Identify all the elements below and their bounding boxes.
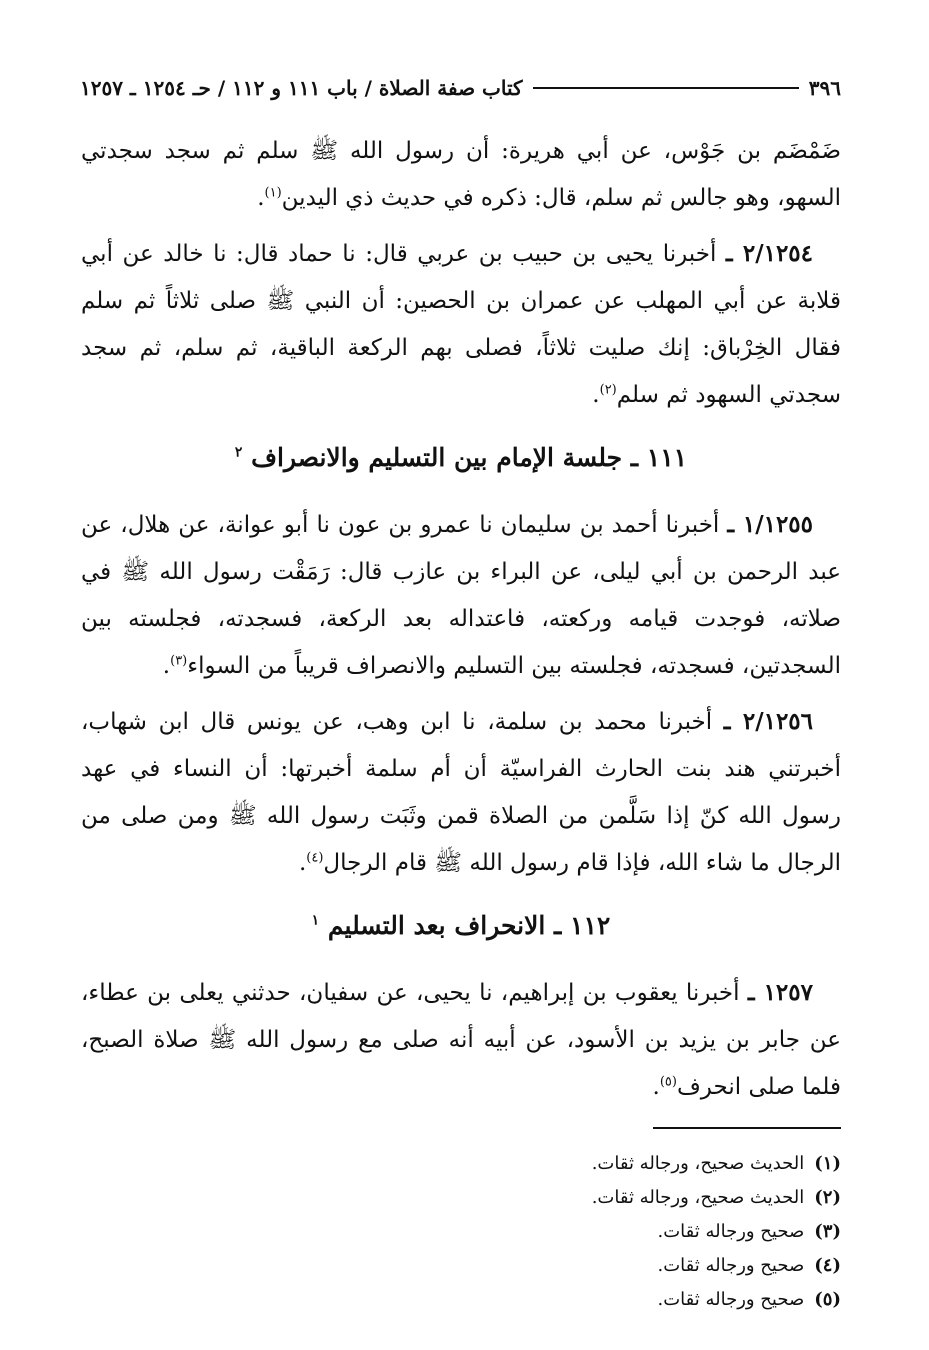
footnote-item	[241, 1283, 841, 1317]
paragraph-text: أخبرنا يحيى بن حبيب بن عربي قال: نا حماد قال: نا خالد عن أبي قلابة عن أبي المهلب عن عمران بن الحصين: أن النبي ﷺ صلى ثلاثاً ثم سلم فقال الخِرْباق: إنك صليت ثلاثاً، فصلى بهم الركعة الباقية، ثم سلم، ثم سجد سجدتي السهود ثم سلم	[81, 241, 841, 408]
running-title: كتاب صفة الصلاة / باب ١١١ و ١١٢ / حـ ١٢٥٤ ـ ١٢٥٧	[80, 76, 523, 100]
paragraph-end: .	[162, 653, 171, 679]
footnote-item	[241, 1215, 841, 1249]
footnote-marker: (١)	[814, 1153, 841, 1174]
footnote-ref: (١)	[264, 185, 282, 201]
footnote-ref: (٤)	[306, 850, 324, 866]
chapter-title: ١١٢ ـ الانحراف بعد التسليم	[327, 911, 611, 940]
paragraph-text: ضَمْضَم بن جَوْس، عن أبي هريرة: أن رسول الله ﷺ سلم ثم سجد سجدتي السهو، وهو جالس ثم سلم، قال: ذكره في حديث ذي اليدين	[81, 138, 841, 211]
footnote-ref: (٢)	[599, 382, 617, 398]
footnote-ref: (٣)	[170, 653, 188, 669]
paragraph-text: أخبرنا محمد بن سلمة، نا ابن وهب، عن يونس قال ابن شهاب، أخبرتني هند بنت الحارث الفراسيّة أن أم سلمة أخبرتها: أن النساء في عهد رسول الله كنّ إذا سَلَّمن من الصلاة قمن وثَبَت رسول الله ﷺ ومن صلى من الرجال ما شاء الله، فإذا قام رسول الله ﷺ قام الرجال	[81, 709, 841, 876]
paragraph-text: أخبرنا أحمد بن سليمان نا عمرو بن عون نا أبو عوانة، عن هلال، عن عبد الرحمن بن أبي ليلى، عن البراء بن عازب قال: رَمَقْت رسول الله ﷺ في صلاته، فوجدت قيامه وركعته، فاعتداله بعد الركعة، فسجدته، فجلسته بين السجدتين، فسجدته، فجلسته بين التسليم والانصراف قريباً من السواء	[81, 512, 841, 679]
hadith-1254-2	[81, 230, 841, 419]
footnote-marker: (٣)	[814, 1221, 841, 1242]
chapter-title: ١١١ ـ جلسة الإمام بين التسليم والانصراف	[251, 443, 688, 472]
footnote-item	[241, 1249, 841, 1283]
footnote-text: الحديث صحيح، ورجاله ثقات.	[591, 1153, 805, 1174]
paragraph-end: .	[257, 185, 265, 211]
hadith-number: ١٢٥٧ ـ	[747, 979, 813, 1006]
chapter-mark: ١	[311, 912, 320, 929]
header-rule	[533, 87, 799, 89]
hadith-1256-2	[81, 698, 841, 887]
hadith-1255-1	[81, 501, 841, 690]
hadith-number: ٢/١٢٥٦ ـ	[723, 708, 814, 735]
paragraph-text: أخبرنا يعقوب بن إبراهيم، نا يحيى، عن سفيان، حدثني يعلى بن عطاء، عن جابر بن يزيد بن الأسود، عن أبيه أنه صلى مع رسول الله ﷺ صلاة الصبح، فلما صلى انحرف	[81, 980, 841, 1100]
footnote-marker: (٤)	[814, 1255, 841, 1276]
chapter-heading-112	[81, 909, 841, 943]
main-text	[81, 128, 841, 1119]
footnote-marker: (٥)	[814, 1289, 841, 1310]
page-number: ٣٩٦	[808, 76, 841, 100]
hadith-1257	[81, 969, 841, 1111]
hadith-number: ٢/١٢٥٤ ـ	[725, 240, 814, 267]
footnote-separator	[653, 1127, 841, 1129]
paragraph-end: .	[652, 1074, 660, 1100]
paragraph-end: .	[592, 382, 600, 408]
footnote-ref: (٥)	[659, 1074, 677, 1090]
paragraph-end: .	[298, 850, 307, 876]
footnote-text: صحيح ورجاله ثقات.	[657, 1221, 805, 1242]
hadith-number: ١/١٢٥٥ ـ	[727, 511, 814, 538]
footnotes-list	[241, 1147, 841, 1317]
footnote-text: صحيح ورجاله ثقات.	[657, 1255, 805, 1276]
chapter-mark: ٢	[234, 444, 243, 461]
footnote-text: صحيح ورجاله ثقات.	[657, 1289, 805, 1310]
running-head	[80, 76, 841, 100]
footnote-text: الحديث صحيح، ورجاله ثقات.	[591, 1187, 805, 1208]
footnote-item	[241, 1147, 841, 1181]
footnote-marker: (٢)	[814, 1187, 841, 1208]
footnote-item	[241, 1181, 841, 1215]
chapter-heading-111	[81, 441, 841, 475]
paragraph-continuation	[81, 128, 841, 222]
